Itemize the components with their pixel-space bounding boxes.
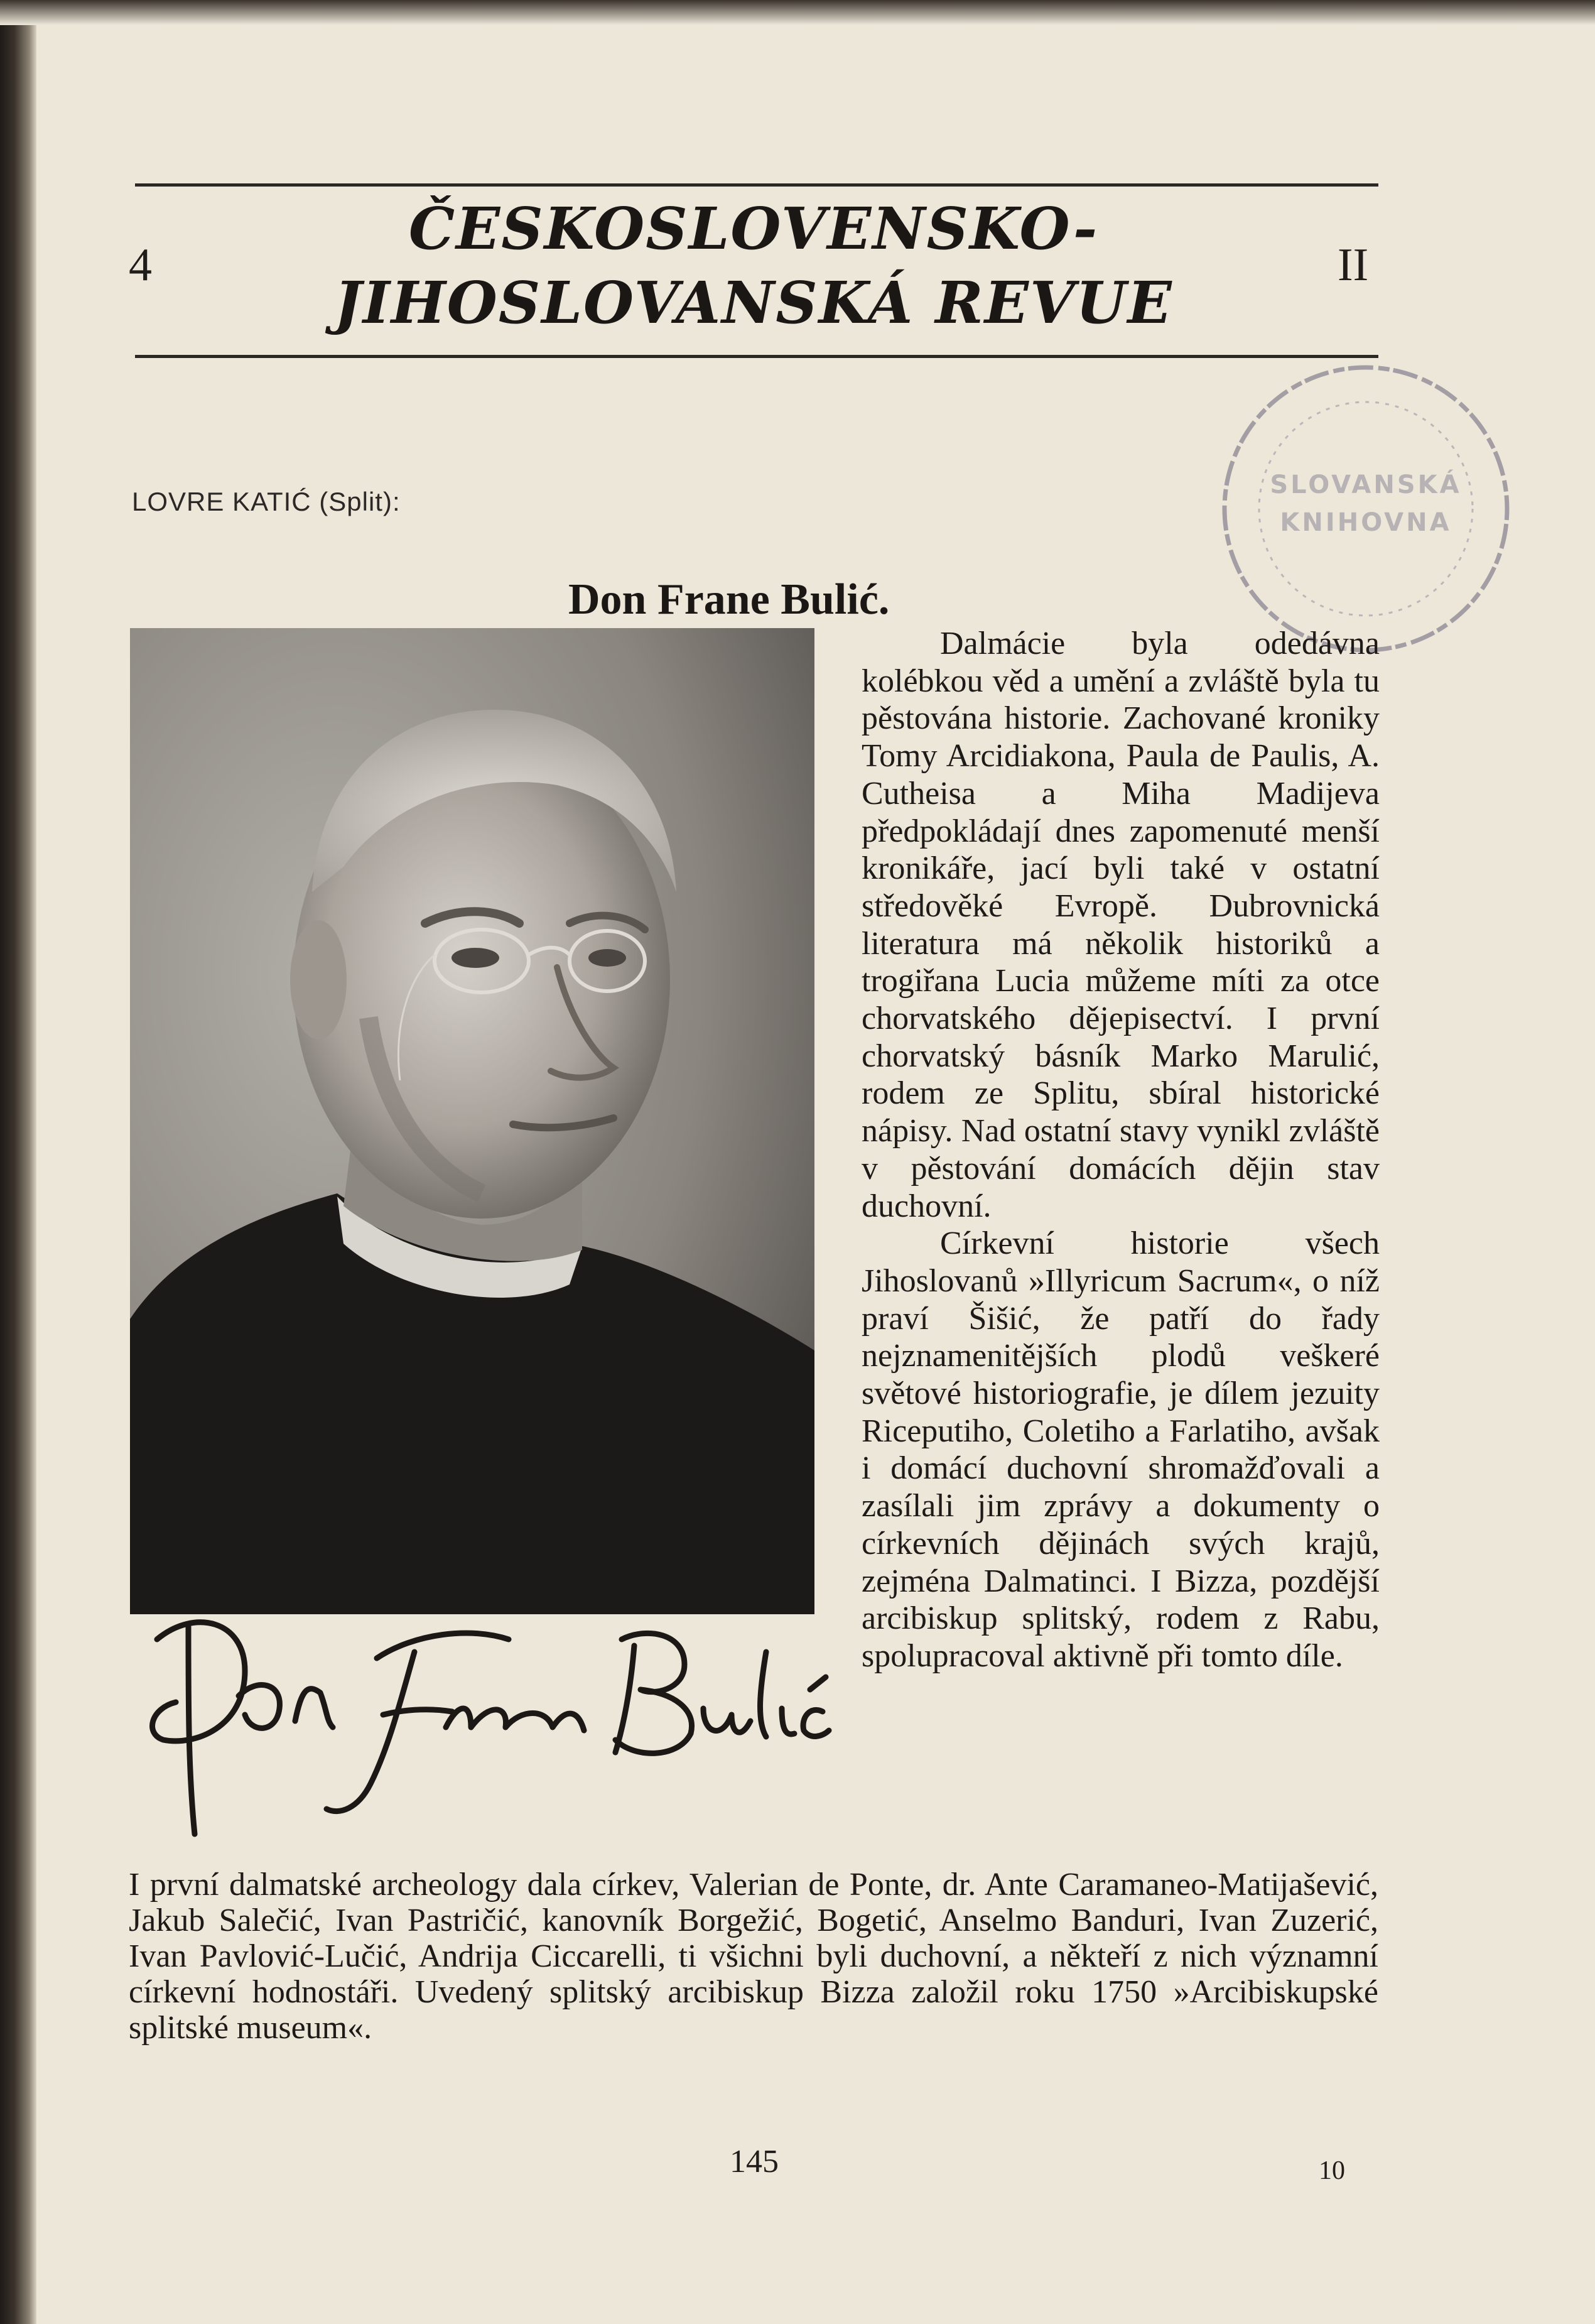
article-column bbox=[862, 625, 1380, 1675]
header-bottom-rule bbox=[135, 355, 1378, 358]
column-paragraph-2: Církevní historie všech Jihoslovanů »Illyricum Sacrum«, o níž praví Šišić, že patří do řady nejznamenitějších plodů veškeré světové historiografie, je dílem jezuity Riceputiho, Coletiho a Farlatiho, avšak i domácí duchovní shromažďovali a zasílali jim zprávy a dokumenty o církevních dějinách svých krajů, zejména Dalmatinci. I Bizza, pozdější arcibiskup splitský, rodem z Rabu, spolupracoval aktivně při tomto díle. bbox=[862, 1225, 1380, 1674]
article-author: LOVRE KATIĆ (Split): bbox=[132, 487, 401, 516]
article-full-paragraph: I první dalmatské archeology dala církev, Valerian de Ponte, dr. Ante Caramaneo-Matijašević, Jakub Salečić, Ivan Pastričić, kanovník Borgežić, Bogetić, Anselmo Banduri, Ivan Zuzerić, Ivan Pavlović-Lučić, Andrija Ciccarelli, ti všichni byli duchovní, a někteří z nich významní církevní hodnostáři. Uvedený splitský arcibiskup Bizza založil roku 1750 »Arcibiskupské splitské museum«. bbox=[129, 1867, 1378, 2046]
journal-title-line1: ČESKOSLOVENSKO- bbox=[408, 195, 1099, 263]
article-heading: Don Frane Bulić. bbox=[568, 575, 890, 624]
signature-image bbox=[119, 1583, 835, 1847]
svg-text:KNIHOVNA: KNIHOVNA bbox=[1280, 508, 1452, 537]
binding-gutter bbox=[0, 0, 36, 2324]
header-volume: II bbox=[1338, 239, 1369, 291]
footer-sheet-number: 10 bbox=[1319, 2156, 1345, 2185]
svg-text:SLOVANSKÁ: SLOVANSKÁ bbox=[1270, 470, 1462, 499]
footer-page-number: 145 bbox=[730, 2144, 779, 2180]
header-page-number: 4 bbox=[129, 239, 152, 291]
top-edge-shadow bbox=[0, 0, 1595, 25]
journal-title bbox=[264, 192, 1243, 340]
column-paragraph-1: Dalmácie byla odedávna kolébkou věd a umění a zvláště byla tu pěstována historie. Zachované kroniky Tomy Arcidiakona, Paula de Paulis, A. Cutheisa a Miha Madijeva předpokládají dnes zapomenuté menší kronikáře, jací byli také v ostatní středověké Evropě. Dubrovnická literatura má několik historiků a trogiřana Lucia můžeme míti za otce chorvatského dějepisectví. I první chorvatský básník Marko Marulić, rodem ze Splitu, sbíral historické nápisy. Nad ostatní stavy vynikl zvláště v pěstování domácích dějin stav duchovní. bbox=[862, 626, 1380, 1224]
header-top-rule bbox=[135, 183, 1378, 187]
portrait-photo bbox=[130, 628, 814, 1614]
library-stamp bbox=[1209, 352, 1523, 666]
journal-title-line2: JIHOSLOVANSKÁ REVUE bbox=[334, 269, 1173, 337]
portrait-image bbox=[130, 628, 814, 1614]
